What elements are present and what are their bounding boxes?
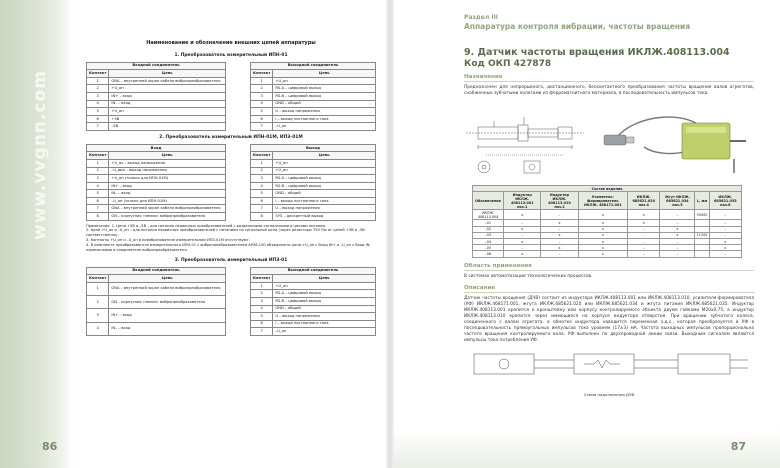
table-row — [473, 210, 742, 220]
column-header: Цепь — [273, 70, 376, 78]
section-1-tables — [86, 62, 376, 131]
table-row — [87, 282, 226, 295]
left-page-content — [86, 40, 376, 338]
table-row — [251, 297, 376, 305]
table-row — [251, 213, 376, 221]
table-cell: GN – корпусная «земля» вибропреобразователя — [109, 296, 226, 309]
table-cell: x — [709, 245, 741, 251]
table-row — [87, 205, 226, 213]
column-header: ИКЛЖ. 685621.035 поз.6 — [709, 192, 741, 210]
table-cell: 6 — [251, 320, 273, 328]
table-cell: 3 — [87, 93, 109, 101]
table-cell: – — [504, 220, 541, 226]
table-row — [87, 93, 226, 101]
wiring-scheme — [464, 348, 754, 397]
table-cell: U – выход напряжения — [273, 313, 376, 321]
table-cell: I – выход постоянного тока — [273, 115, 376, 123]
table-cell: –04 — [473, 239, 504, 245]
table-row — [87, 322, 226, 335]
table-cell: – — [660, 220, 695, 226]
table-cell: 3 — [87, 309, 109, 322]
sensor-drawing-icon — [464, 101, 754, 181]
table-row — [87, 123, 226, 131]
table-row — [87, 100, 226, 108]
table-cell: x — [504, 210, 541, 220]
table-row — [87, 296, 226, 309]
page-heading: Наименование и обозначение внешних цепей аппаратуры — [146, 40, 316, 46]
table-cell: –U_вых – выход напряжения — [109, 167, 226, 175]
table-cell: 1 — [251, 77, 273, 85]
table-row — [87, 167, 226, 175]
table-cell: RS-A – цифровой выход — [273, 85, 376, 93]
table-caption: Входной соединитель — [87, 62, 226, 70]
table-cell: 4 — [251, 182, 273, 190]
table-row — [251, 313, 376, 321]
table-cell: 7 — [251, 123, 273, 131]
table-row — [87, 197, 226, 205]
column-header: Контакт — [251, 70, 273, 78]
table-cell: – — [541, 251, 578, 257]
table-cell: 1 — [251, 159, 273, 167]
table-cell: GNA – внутренний экран кабеля вибропреобразователя — [109, 77, 226, 85]
section-2-tables — [86, 144, 376, 221]
section-2-input-table — [86, 144, 226, 221]
table-cell: 4 — [87, 322, 109, 335]
column-header: Индуктор ИКЛЖ. 408113.001 поз.1 — [504, 192, 541, 210]
table-cell: 6 — [87, 197, 109, 205]
table-cell: U – выход напряжения — [273, 205, 376, 213]
table-row — [251, 328, 376, 336]
table-cell: U – выход напряжения — [273, 108, 376, 116]
column-header: L, мм — [695, 192, 709, 210]
table-row — [251, 167, 376, 175]
table-cell: – — [628, 226, 660, 232]
column-header: Обозначение — [473, 192, 504, 210]
table-cell: IN+ – вход — [109, 93, 226, 101]
table-cell: x — [541, 220, 578, 226]
table-row — [87, 213, 226, 221]
table-cell: 11200 — [696, 233, 708, 238]
table-cell: 7 — [251, 328, 273, 336]
product-title: 9. Датчик частоты вращения ИКЛЖ.408113.004 — [464, 47, 730, 58]
table-cell: 5 — [251, 190, 273, 198]
table-cell: 1 — [87, 77, 109, 85]
table-cell: – — [504, 245, 541, 251]
table-cell: – — [709, 210, 741, 220]
table-caption: Состав изделия — [473, 185, 742, 191]
table-cell: – — [541, 210, 578, 220]
right-page-bottom-strip — [390, 430, 780, 468]
table-cell: +U_вх – выход напряжения — [109, 159, 226, 167]
table-row — [87, 159, 226, 167]
column-header: Контакт — [87, 152, 109, 160]
table-row — [251, 108, 376, 116]
table-cell: –5В — [109, 123, 226, 131]
table-cell: –U_оп — [273, 123, 376, 131]
table-cell: x — [504, 239, 541, 245]
table-cell: GND – общий — [273, 100, 376, 108]
section-1-input-table — [86, 62, 226, 131]
table-cell: 7 — [87, 205, 109, 213]
table-cell: –06 — [473, 251, 504, 257]
table-cell: RS-B – цифровой выход — [273, 182, 376, 190]
book-gutter — [386, 0, 394, 468]
table-cell: x — [504, 251, 541, 257]
column-header: Цепь — [273, 152, 376, 160]
table-cell: –02 — [473, 226, 504, 232]
table-cell: RS-B – цифровой выход — [273, 93, 376, 101]
column-header: Жгут ИКЛЖ. 685621.034 поз.5 — [660, 192, 695, 210]
table-cell: 8 — [251, 213, 273, 221]
page-number-left: 86 — [42, 440, 58, 453]
table-cell: – — [709, 232, 741, 238]
table-cell: –03 — [473, 232, 504, 238]
table-row — [251, 100, 376, 108]
table-cell: – — [628, 232, 660, 238]
table-row — [251, 93, 376, 101]
column-header: Цепь — [109, 70, 226, 78]
table-cell: x — [578, 251, 627, 257]
table-cell: x — [628, 220, 660, 226]
table-cell: 2 — [251, 167, 273, 175]
table-row — [251, 282, 376, 290]
table-cell: 4 — [87, 182, 109, 190]
table-cell: 4 — [87, 100, 109, 108]
table-cell: ИКЛЖ. 408113.004 — [473, 210, 504, 220]
table-cell: 3 — [87, 175, 109, 183]
page-number-right: 87 — [730, 440, 746, 453]
table-cell: +U_оп — [273, 167, 376, 175]
table-cell: 3 — [251, 297, 273, 305]
table-cell: GNA – внутренний экран кабеля вибропреобразователя — [109, 282, 226, 295]
table-row — [251, 175, 376, 183]
table-cell: +U_оп — [273, 282, 376, 290]
table-cell: – — [709, 220, 741, 226]
wiring-scheme-icon — [464, 348, 754, 386]
table-row — [87, 115, 226, 123]
table-row — [87, 190, 226, 198]
table-cell: 2 — [87, 167, 109, 175]
table-cell: x — [578, 210, 627, 220]
table-cell: IN+ – вход — [109, 309, 226, 322]
table-cell — [695, 251, 709, 257]
table-row — [251, 182, 376, 190]
table-cell: x — [541, 245, 578, 251]
table-cell: GN – корпусная «земля» вибропреобразователя — [109, 213, 226, 221]
table-cell: x — [578, 232, 627, 238]
table-row — [251, 77, 376, 85]
table-row — [251, 123, 376, 131]
table-cell: +U_оп — [109, 108, 226, 116]
table-row — [87, 108, 226, 116]
note-line: 3. Контакты +U_оп и –U_оп в преобразователе измерительном ИПЗ-01М отсутствуют. — [86, 238, 250, 243]
column-header: Контакт — [251, 275, 273, 283]
table-row — [251, 85, 376, 93]
table-row — [87, 175, 226, 183]
table-cell: 7 — [251, 205, 273, 213]
table-cell: –U_оп — [273, 328, 376, 336]
table-cell: 2 — [251, 290, 273, 298]
application-label: Область применения — [464, 263, 754, 271]
section-2-title: 2. Преобразователь измерительный ИПН-01М, ИПЗ-01М — [159, 134, 303, 140]
table-cell: – — [628, 239, 660, 245]
table-cell: x — [541, 232, 578, 238]
table-cell: RS-A – цифровой выход — [273, 175, 376, 183]
table-cell: 6 — [87, 115, 109, 123]
product-code: Код ОКП 427878 — [464, 58, 552, 69]
table-cell: – — [628, 245, 660, 251]
table-cell: SYS – дискретный выход — [273, 213, 376, 221]
section-1-output-table — [250, 62, 376, 131]
table-cell: x — [709, 239, 741, 245]
table-row — [87, 85, 226, 93]
section-3-title: 3. Преобразователь измерительный ИПЗ-01 — [174, 257, 288, 263]
table-cell: +U_оп — [109, 85, 226, 93]
column-header: Контакт — [251, 152, 273, 160]
table-cell: 2 — [87, 296, 109, 309]
table-cell: 1 — [87, 159, 109, 167]
table-cell: – — [709, 226, 741, 232]
column-header: Цепь — [109, 275, 226, 283]
table-cell: GNA – внутренний экран кабеля вибропреобразователя — [109, 205, 226, 213]
table-caption: Вход — [87, 144, 226, 152]
table-cell: x — [504, 226, 541, 232]
table-row — [251, 305, 376, 313]
table-cell: +U_оп — [273, 77, 376, 85]
table-cell: 5 — [87, 108, 109, 116]
column-header: Цепь — [273, 275, 376, 283]
note-line: Примечания. 1. Цепи +5В и –5В – для питания первичных преобразователей с раздельными сигнальными и цепями питания. — [86, 223, 326, 228]
table-caption: Выход — [251, 144, 376, 152]
column-header: Цепь — [109, 152, 226, 160]
section-label: Раздел III — [464, 14, 499, 21]
table-row — [473, 251, 742, 257]
table-cell: 3 — [251, 175, 273, 183]
table-row — [251, 290, 376, 298]
section-title: Аппаратура контроля вибрации, частоты вращения — [464, 22, 691, 31]
table-cell: – — [628, 251, 660, 257]
table-cell: IN+ – вход — [109, 182, 226, 190]
section-3-tables — [86, 267, 376, 336]
table-cell: –01 — [473, 220, 504, 226]
section-2-output-table — [250, 144, 376, 221]
watermark-text: www.vvgnn.com — [30, 70, 50, 240]
column-header: Усилитель-формирователь ИКЛЖ. 468171.001 — [578, 192, 627, 210]
table-cell: 55000 — [695, 210, 709, 220]
table-cell: +5В — [109, 115, 226, 123]
table-cell: GND – общий — [273, 190, 376, 198]
table-cell: – — [660, 251, 695, 257]
table-row — [251, 159, 376, 167]
table-cell: 5 — [87, 190, 109, 198]
section-3-output-table — [250, 267, 376, 336]
note-line: 4. В комплекте преобразователя измерительного ИПН-01 с вибропреобразователем АР36-100 объединены цепи +U_оп с Вход IN+ и –U_оп с Вход IN- перемычками в соединителе вибропреобразователя. — [86, 242, 371, 252]
table-cell: 6 — [251, 115, 273, 123]
table-cell: x — [578, 220, 627, 226]
table-cell: 2 — [251, 85, 273, 93]
column-header: ИКЛЖ. 685621.020 поз.4 — [628, 192, 660, 210]
table-cell: – — [709, 251, 741, 257]
table-cell: x — [578, 239, 627, 245]
table-cell: x — [660, 226, 695, 232]
table-cell: GND – общий — [273, 305, 376, 313]
table-cell: – — [660, 239, 695, 245]
table-row — [251, 320, 376, 328]
table-cell: 4 — [251, 100, 273, 108]
table-cell: – — [504, 232, 541, 238]
purpose-text: Предназначен для непрерывного, дистанционного, бесконтактного преобразования частоты вращения валов агрегатов, снабженных зубчатыми колесами из ферромагнитного материала, в последовательность импульсов тока. — [464, 84, 754, 96]
table-cell: I – выход постоянного тока — [273, 320, 376, 328]
table-caption: Выходной соединитель — [251, 62, 376, 70]
table-cell: 5 — [251, 108, 273, 116]
column-header: Контакт — [87, 70, 109, 78]
column-header: Индуктор ИКЛЖ. 408113.010 поз.2 — [541, 192, 578, 210]
description-label: Описание — [464, 285, 754, 293]
table-cell: 5 — [251, 313, 273, 321]
sensor-drawing — [464, 101, 754, 181]
table-cell: x — [660, 232, 695, 238]
application-text: В системах автоматизации технологических процессов. — [464, 273, 593, 279]
table-row — [87, 77, 226, 85]
composition-table — [472, 185, 742, 258]
table-row — [251, 197, 376, 205]
scheme-caption: Схема подключения ДЧВ — [583, 391, 635, 397]
table-cell: IN– – вход — [109, 190, 226, 198]
table-cell: – — [541, 226, 578, 232]
table-cell: 2 — [87, 85, 109, 93]
section-1-title: 1. Преобразователь измерительный ИПН-01 — [174, 52, 288, 58]
table-caption: Выходной соединитель — [251, 267, 376, 275]
table-cell: 1 — [87, 282, 109, 295]
table-cell: I – выход постоянного тока — [273, 197, 376, 205]
table-cell: 7 — [87, 123, 109, 131]
table-row — [251, 190, 376, 198]
purpose-label: Назначение — [464, 74, 754, 82]
table-cell: x — [578, 226, 627, 232]
table-row — [251, 205, 376, 213]
table-row — [251, 115, 376, 123]
table-cell: x — [628, 210, 660, 220]
table-cell: –U_оп (только для ИПН-01М) — [109, 197, 226, 205]
right-page-content — [464, 14, 754, 397]
table-cell: 8 — [87, 213, 109, 221]
table-cell: x — [578, 245, 627, 251]
table-row — [87, 309, 226, 322]
table-cell: – — [541, 239, 578, 245]
column-header: Контакт — [87, 275, 109, 283]
table-cell: 3 — [251, 93, 273, 101]
table-caption: Входной соединитель — [87, 267, 226, 275]
table-cell: 4 — [251, 305, 273, 313]
table-cell: +U_оп (только для ИПН-01М) — [109, 175, 226, 183]
table-cell: –05 — [473, 245, 504, 251]
table-cell: RS-A – цифровой выход — [273, 290, 376, 298]
table-cell: IN– – вход — [109, 100, 226, 108]
table-cell: – — [660, 210, 695, 220]
notes-block — [86, 224, 376, 253]
section-3-input-table — [86, 267, 226, 336]
table-cell: IN– – вход — [109, 322, 226, 335]
table-cell: 6 — [251, 197, 273, 205]
note-line: 2. Цепи +U_оп и –U_оп – для питания первичных преобразователей с питанием по сигнальной цепи (через резисторы 750 Ом от цепей +5В и –5В соответственно). — [86, 228, 365, 238]
table-cell: – — [660, 245, 695, 251]
description-text: Датчик частоты вращения (ДЧВ) состоит из индуктора ИКЛЖ.408113.001 или ИКЛЖ.408113.010, усилителя-формирователя (УФ) ИКЛЖ.468171.001, жгута ИКЛЖ.685621.020 или ИКЛЖ.685621.034 и жгута питания ИКЛЖ.685621.035. Индуктор ИКЛЖ.408113.001 крепится к кронштейну или корпусу контролируемого объекта двумя гайками М20х0,75, а индуктор ИКЛЖ.408113.010 крепится через имеющиеся на корпусе индуктора отверстия. При вращении зубчатого колеса, соединенного с валом агрегата, в обмотке индуктора наводится переменная э.д.с., которая преобразуется в УФ в последовательность прямоугольных импульсов тока уровнем (17±3) мА. Частота выходных импульсов пропорциональна частоте вращения контролируемого вала. УФ выполнен по двухпроводной линии связи. Выходным сигналом являются импульсы тока потребления УФ. — [464, 295, 754, 343]
table-row — [87, 182, 226, 190]
table-cell: +U_оп — [273, 159, 376, 167]
table-cell: 1 — [251, 282, 273, 290]
table-cell: RS-B – цифровой выход — [273, 297, 376, 305]
